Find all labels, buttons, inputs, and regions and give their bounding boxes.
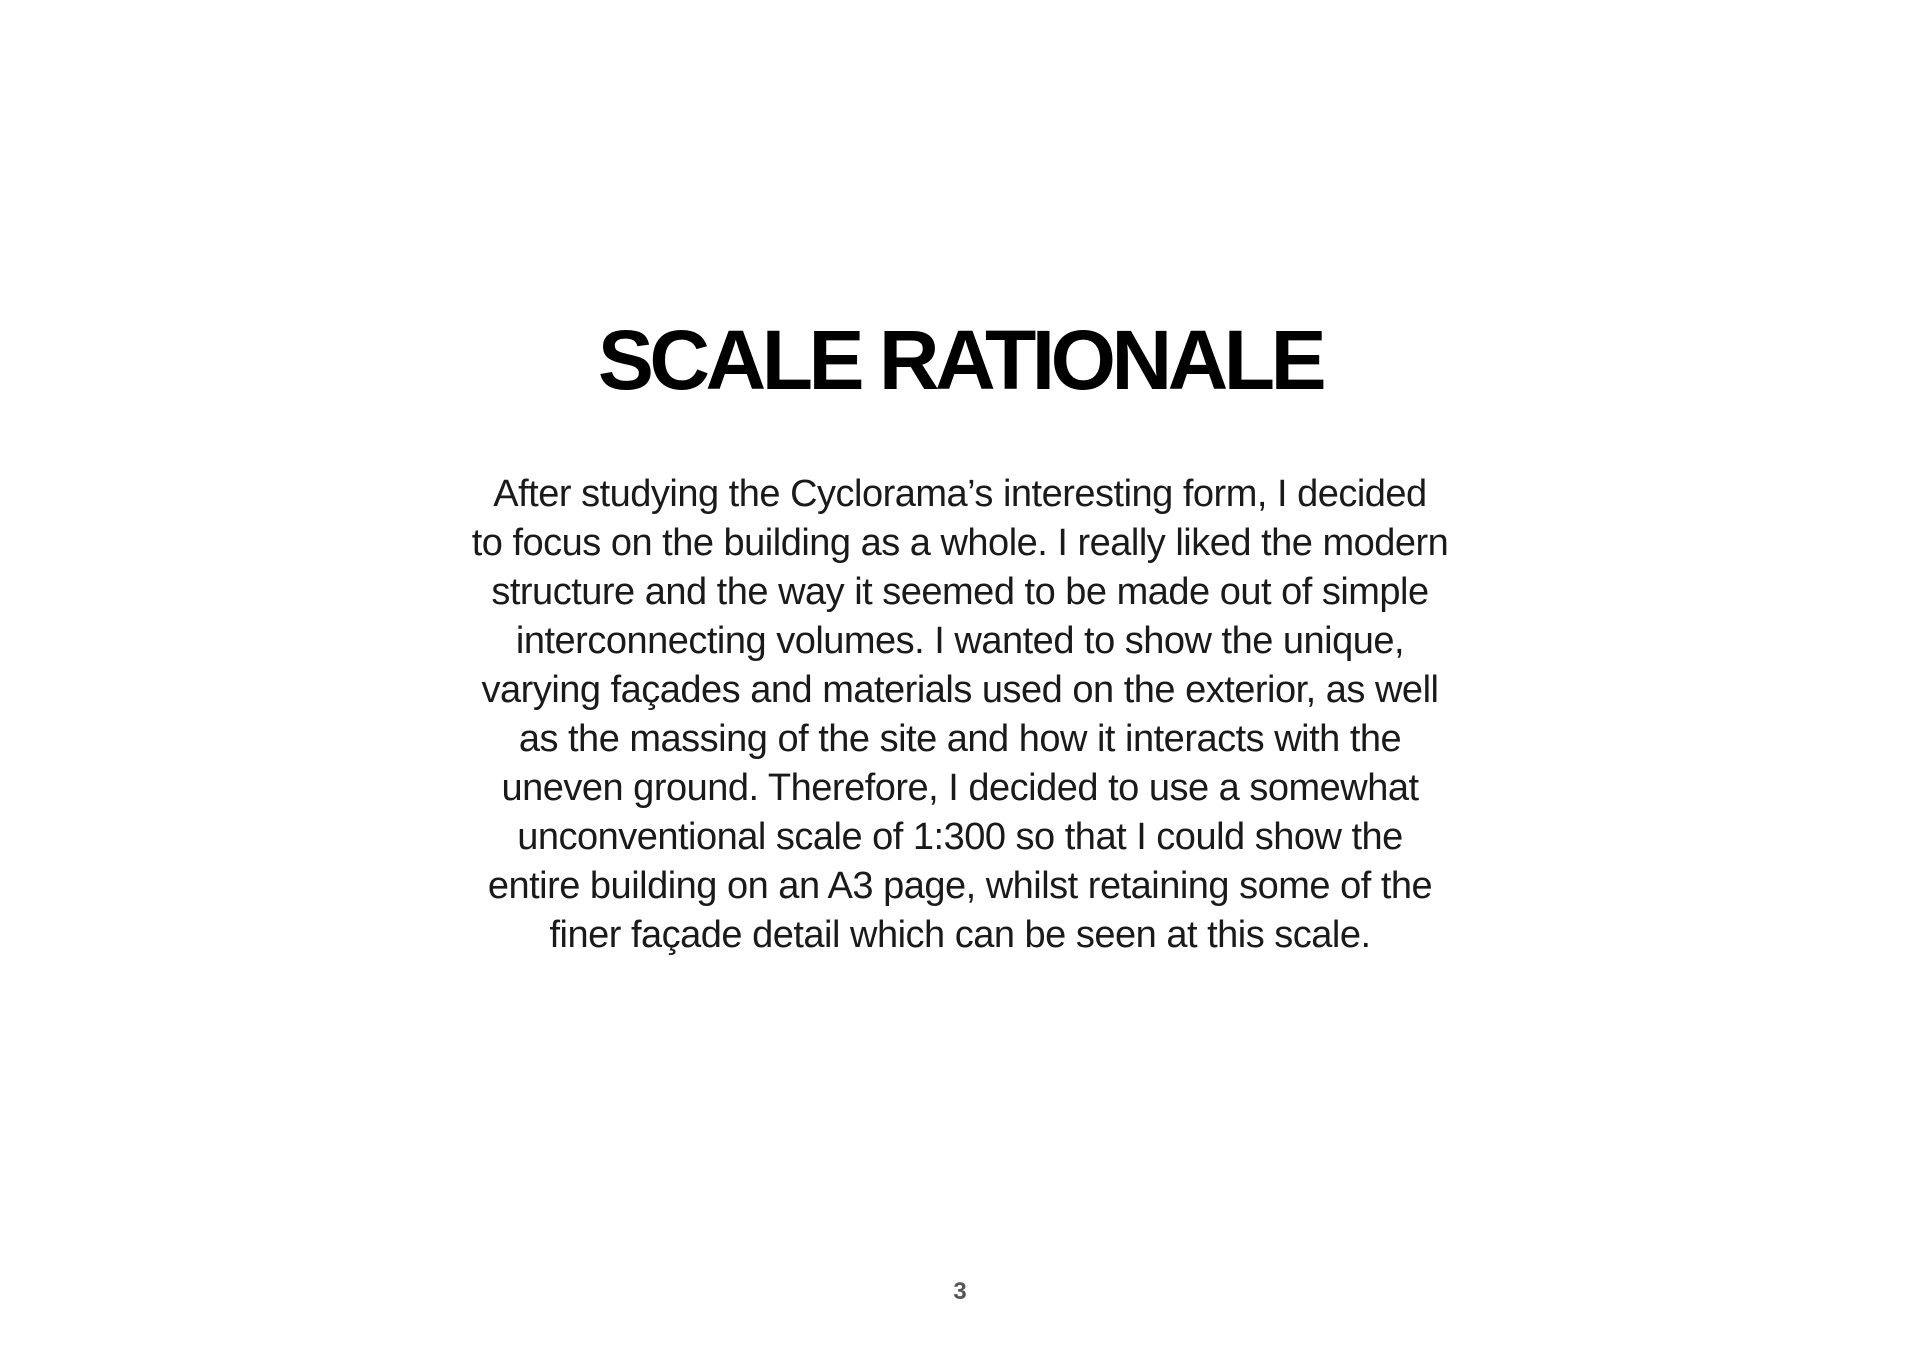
body-paragraph [0, 470, 1920, 960]
body-line: entire building on an A3 page, whilst retaining some of the [487, 865, 1433, 907]
body-line: uneven ground. Therefore, I decided to use a somewhat [501, 767, 1419, 809]
body-line: unconventional scale of 1:300 so that I could show the [517, 816, 1403, 858]
body-line: structure and the way it seemed to be made out of simple [491, 571, 1429, 613]
page-number: 3 [953, 1278, 967, 1305]
body-line: to focus on the building as a whole. I really liked the modern [471, 522, 1449, 564]
body-line: interconnecting volumes. I wanted to show the unique, [515, 620, 1405, 662]
page-title: SCALE RATIONALE [597, 313, 1323, 407]
body-line: After studying the Cyclorama’s interesting form, I decided [493, 473, 1427, 515]
body-line: as the massing of the site and how it interacts with the [518, 718, 1402, 760]
body-line: finer façade detail which can be seen at this scale. [549, 914, 1371, 956]
body-line: varying façades and materials used on the exterior, as well [481, 669, 1439, 711]
